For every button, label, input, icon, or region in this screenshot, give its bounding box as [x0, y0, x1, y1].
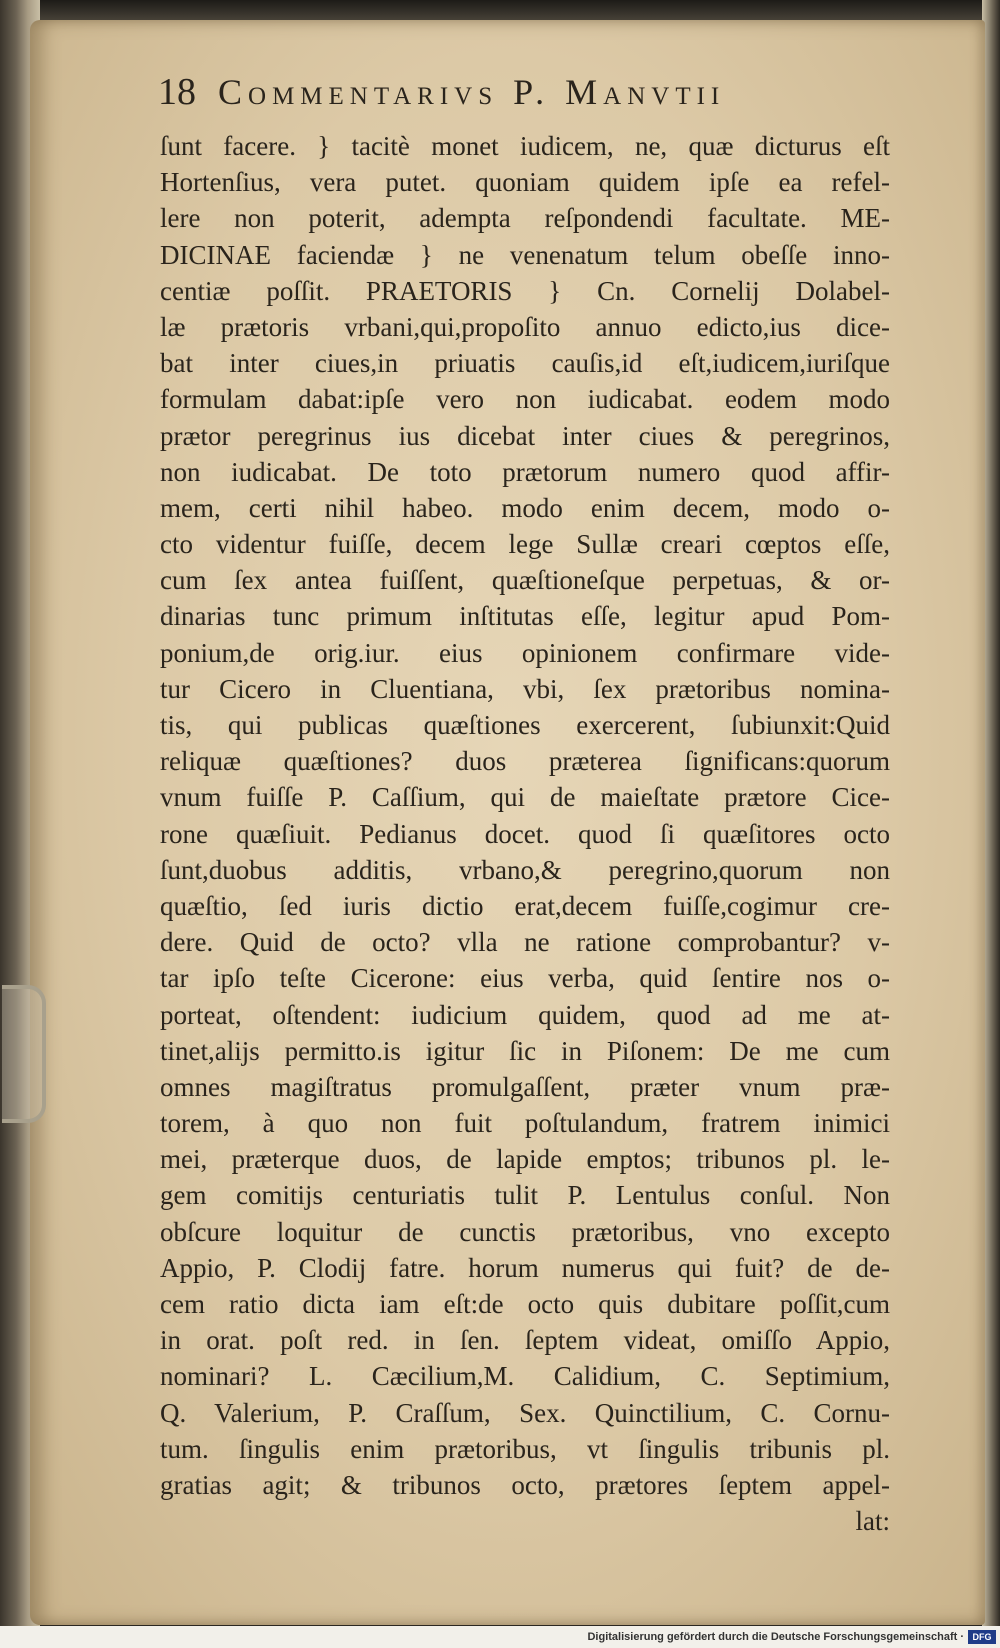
text-line: centiæ poſſit. PRAETORIS } Cn. Cornelij Dolabel-	[160, 275, 890, 306]
text-line: quæſtio, ſed iuris dictio erat,decem fuiſſe,cogimur cre-	[160, 890, 890, 921]
text-line: non iudicabat. De toto prætorum numero quod affir-	[160, 456, 890, 487]
text-line: dinarias tunc primum inſtitutas eſſe, legitur apud Pom-	[160, 601, 890, 632]
text-line: obſcure loquitur de cunctis prætoribus, vno excepto	[160, 1216, 890, 1247]
book-top-edge	[0, 0, 1000, 22]
text-line: Q. Valerium, P. Craſſum, Sex. Quinctilium, C. Cornu-	[160, 1397, 890, 1428]
text-line: dere. Quid de octo? vlla ne ratione comprobantur? v-	[160, 927, 890, 958]
text-line: tum. ſingulis enim prætoribus, vt ſingulis tribunis pl.	[160, 1433, 890, 1464]
text-line: formulam dabat:ipſe vero non iudicabat. eodem modo	[160, 384, 890, 415]
text-line: porteat, oſtendent: iudicium quidem, quod ad me at-	[160, 999, 890, 1030]
text-line: nominari? L. Cæcilium,M. Calidium, C. Septimium,	[160, 1361, 890, 1392]
running-title: Commentarivs P. Manvtii	[218, 72, 726, 112]
page-header	[158, 70, 888, 120]
text-line: ponium,de orig.iur. eius opinionem confirmare vide-	[160, 637, 890, 668]
text-line: Hortenſius, vera putet. quoniam quidem ipſe ea refel-	[160, 167, 890, 198]
text-line: mei, præterque duos, de lapide emptos; tribunos pl. le-	[160, 1144, 890, 1175]
text-line: cto videntur fuiſſe, decem lege Sullæ creari cœptos eſſe,	[160, 529, 890, 560]
text-line: lat:	[855, 1506, 890, 1537]
text-line: tinet,alijs permitto.is igitur ſic in Piſonem: De me cum	[160, 1035, 890, 1066]
text-line: gem comitijs centuriatis tulit P. Lentulus conſul. Non	[160, 1180, 890, 1211]
text-line: tur Cicero in Cluentiana, vbi, ſex prætoribus nomina-	[160, 673, 890, 704]
text-line: ſunt,duobus additis, vrbano,& peregrino,quorum non	[160, 854, 890, 885]
text-line: læ prætoris vrbani,qui,propoſito annuo edicto,ius dice-	[160, 311, 890, 342]
text-line: rone quæſiuit. Pedianus docet. quod ſi quæſitores octo	[160, 818, 890, 849]
text-line: reliquæ quæſtiones? duos præterea ſignificans:quorum	[160, 746, 890, 777]
text-line: tis, qui publicas quæſtiones exercerent, ſubiunxit:Quid	[160, 710, 890, 740]
text-line: prætor peregrinus ius dicebat inter ciues & peregrinos,	[160, 420, 890, 451]
text-line: vnum fuiſſe P. Caſſium, qui de maieſtate prætore Cice-	[160, 782, 890, 813]
body-text	[160, 128, 890, 1539]
text-line: bat inter ciues,in priuatis cauſis,id eſt,iudicem,iuriſque	[160, 348, 890, 379]
page-number: 18	[158, 71, 196, 113]
text-line: gratias agit; & tribunos octo, prætores ſeptem appel-	[160, 1469, 890, 1500]
text-line: ſunt facere. } tacitè monet iudicem, ne, quæ dicturus eſt	[160, 131, 890, 161]
dfg-logo: DFG	[968, 1630, 996, 1644]
text-line: cem ratio dicta iam eſt:de octo quis dubitare poſſit,cum	[160, 1289, 890, 1319]
text-line: torem, à quo non fuit poſtulandum, fratrem inimici	[160, 1108, 890, 1139]
text-line: tar ipſo teſte Cicerone: eius verba, quid ſentire nos o-	[160, 963, 890, 994]
text-line: in orat. poſt red. in ſen. ſeptem videat, omiſſo Appio,	[160, 1325, 890, 1356]
text-line: DICINAE faciendæ } ne venenatum telum obeſſe inno-	[160, 239, 890, 270]
digitization-credit: Digitalisierung gefördert durch die Deutsche Forschungsgemeinschaft ·	[587, 1631, 964, 1643]
text-line: Appio, P. Clodij fatre. horum numerus qui fuit? de de-	[160, 1252, 890, 1283]
text-line: omnes magiſtratus promulgaſſent, præter vnum præ-	[160, 1071, 890, 1102]
digitization-footer	[0, 1626, 1000, 1648]
text-line: mem, certi nihil habeo. modo enim decem, modo o-	[160, 492, 890, 523]
text-line: lere non poterit, adempta reſpondendi facultate. ME-	[160, 203, 890, 234]
book-clasp	[2, 985, 46, 1123]
text-line: cum ſex antea fuiſſent, quæſtioneſque perpetuas, & or-	[160, 565, 890, 596]
